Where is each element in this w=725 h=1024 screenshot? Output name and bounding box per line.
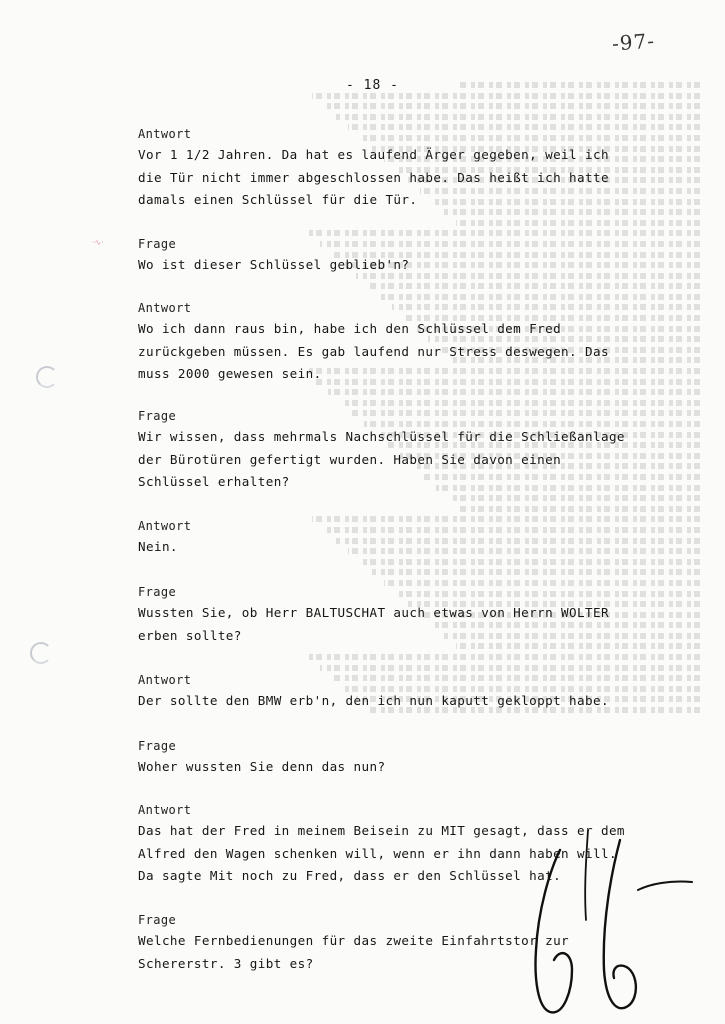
entry-line: Schlüssel erhalten? bbox=[138, 474, 290, 490]
bleed-line bbox=[368, 283, 700, 289]
transcript-entry bbox=[138, 298, 698, 386]
entry-line: erben sollte? bbox=[138, 627, 242, 643]
transcript-entry bbox=[138, 670, 698, 713]
entry-label-answer: Antwort bbox=[138, 301, 192, 315]
transcript-entry bbox=[138, 406, 698, 494]
transcript-entry bbox=[138, 582, 698, 647]
punch-hole-top bbox=[36, 366, 58, 388]
transcript-entry bbox=[138, 516, 698, 559]
entry-line: Schererstr. 3 gibt es? bbox=[138, 955, 314, 971]
bleed-line bbox=[448, 495, 700, 501]
bleed-line bbox=[324, 103, 700, 109]
entry-line: Alfred den Wagen schenken will, wenn er ihn dann haben will. bbox=[138, 845, 617, 861]
entry-line: Wo ich dann raus bin, habe ich den Schlüssel dem Fred bbox=[138, 321, 562, 336]
entry-line: Woher wussten Sie denn das nun? bbox=[138, 759, 386, 774]
transcript-entry bbox=[138, 736, 698, 779]
entry-line: muss 2000 gewesen sein. bbox=[138, 366, 322, 382]
bleed-line bbox=[312, 93, 700, 99]
typed-page-number: - 18 - bbox=[346, 78, 399, 93]
bleed-line bbox=[360, 559, 700, 565]
entry-line: Wir wissen, dass mehrmals Nachschlüssel für die Schließanlage bbox=[138, 429, 625, 444]
entry-line: Wussten Sie, ob Herr BALTUSCHAT auch etwas von Herrn WOLTER bbox=[138, 605, 609, 620]
bleed-line bbox=[372, 569, 700, 575]
bleed-line bbox=[460, 82, 700, 88]
entry-line: die Tür nicht immer abgeschlossen habe. Das heißt ich hatte bbox=[138, 169, 609, 185]
bleed-line bbox=[340, 400, 700, 406]
entry-line: Da sagte Mit noch zu Fred, dass er den Schlüssel hat. bbox=[138, 868, 562, 884]
punch-hole-bottom bbox=[30, 642, 52, 664]
bleed-line bbox=[456, 220, 700, 226]
entry-label-answer: Antwort bbox=[138, 519, 192, 533]
entry-line: Vor 1 1/2 Jahren. Da hat es laufend Ärger gegeben, weil ich bbox=[138, 147, 609, 162]
entry-line: Das hat der Fred in meinem Beisein zu MIT gesagt, dass er dem bbox=[138, 823, 625, 838]
bleed-line bbox=[328, 389, 700, 395]
entry-label-answer: Antwort bbox=[138, 803, 192, 817]
entry-label-question: Frage bbox=[138, 739, 177, 753]
entry-label-question: Frage bbox=[138, 237, 177, 251]
transcript-entry bbox=[138, 234, 698, 277]
entry-line: der Bürotüren gefertigt wurden. Haben Sie davon einen bbox=[138, 451, 562, 467]
entry-label-question: Frage bbox=[138, 409, 177, 423]
entry-line: Nein. bbox=[138, 539, 178, 554]
entry-line: damals einen Schlüssel für die Tür. bbox=[138, 192, 418, 208]
entry-label-question: Frage bbox=[138, 585, 177, 599]
entry-label-answer: Antwort bbox=[138, 127, 192, 141]
handwritten-signature bbox=[520, 830, 700, 1020]
transcript-entry bbox=[138, 124, 698, 212]
entry-line: Welche Fernbedienungen für das zweite Einfahrtstor zur bbox=[138, 933, 570, 948]
entry-line: Wo ist dieser Schlüssel geblieb'n? bbox=[138, 257, 410, 272]
handwritten-page-number: -97- bbox=[611, 28, 656, 56]
entry-line: Der sollte den BMW erb'n, den ich nun kaputt gekloppt habe. bbox=[138, 693, 609, 708]
entry-line: zurückgeben müssen. Es gab laufend nur Stress deswegen. Das bbox=[138, 343, 609, 359]
bleed-line bbox=[336, 114, 700, 120]
entry-label-question: Frage bbox=[138, 913, 177, 927]
entry-label-answer: Antwort bbox=[138, 673, 192, 687]
pink-stamp-mark: ·∿· bbox=[92, 238, 104, 247]
bleed-line bbox=[308, 654, 700, 660]
bleed-line bbox=[460, 506, 700, 512]
